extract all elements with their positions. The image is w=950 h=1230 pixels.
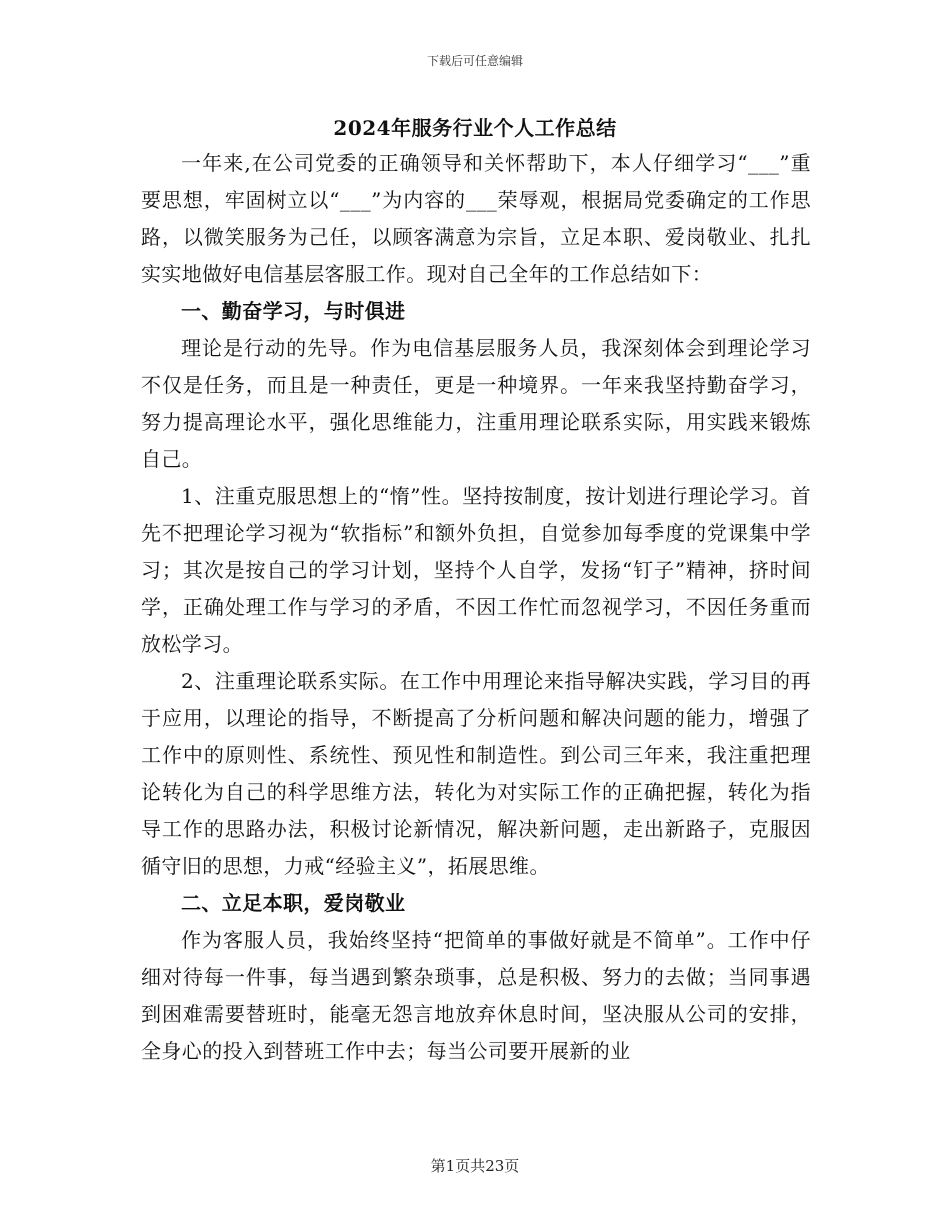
- page-header-note: 下载后可任意编辑: [426, 54, 523, 68]
- intro-paragraph: 一年来,在公司党委的正确领导和关怀帮助下，本人仔细学习“___”重要思想，牢固树立以“___”为内容的___荣辱观，根据局党委确定的工作思路，以微笑服务为己任，以顾客满意为宗旨，立足本职、爱岗敬业、扎扎实实地做好电信基层客服工作。现对自己全年的工作总结如下：: [141, 151, 811, 286]
- section-1-item-1: 1、注重克服思想上的“惰”性。坚持按制度，按计划进行理论学习。首先不把理论学习视为“软指标”和额外负担，自觉参加每季度的党课集中学习；其次是按自己的学习计划，坚持个人自学，发扬“钉子”精神，挤时间学，正确处理工作与学习的矛盾，不因工作忙而忽视学习，不因任务重而放松学习。: [141, 484, 811, 656]
- section-1-item-2: 2、注重理论联系实际。在工作中用理论来指导解决实践，学习目的再于应用，以理论的指导，不断提高了分析问题和解决问题的能力，增强了工作中的原则性、系统性、预见性和制造性。到公司三年来，我注重把理论转化为自己的科学思维方法，转化为对实际工作的正确把握，转化为指导工作的思路办法，积极讨论新情况，解决新问题，走出新路子，克服因循守旧的思想，力戒“经验主义”，拓展思维。: [141, 669, 811, 878]
- section-heading-1: 一、勤奋学习，与时俱进: [181, 299, 406, 323]
- page-number: 第1页共23页: [430, 1157, 520, 1175]
- section-heading-2: 二、立足本职，爱岗敬业: [181, 891, 406, 915]
- section-2-paragraph: 作为客服人员，我始终坚持“把简单的事做好就是不简单”。工作中仔细对待每一件事，每当遇到繁杂琐事，总是积极、努力的去做；当同事遇到困难需要替班时，能毫无怨言地放弃休息时间，坚决服从公司的安排，全身心的投入到替班工作中去；每当公司要开展新的业: [141, 928, 811, 1063]
- document-title: 2024年服务行业个人工作总结: [333, 116, 617, 140]
- section-1-paragraph: 理论是行动的先导。作为电信基层服务人员，我深刻体会到理论学习不仅是任务，而且是一种责任，更是一种境界。一年来我坚持勤奋学习，努力提高理论水平，强化思维能力，注重用理论联系实际，用实践来锻炼自己。: [141, 336, 811, 471]
- document-body: [141, 145, 811, 1070]
